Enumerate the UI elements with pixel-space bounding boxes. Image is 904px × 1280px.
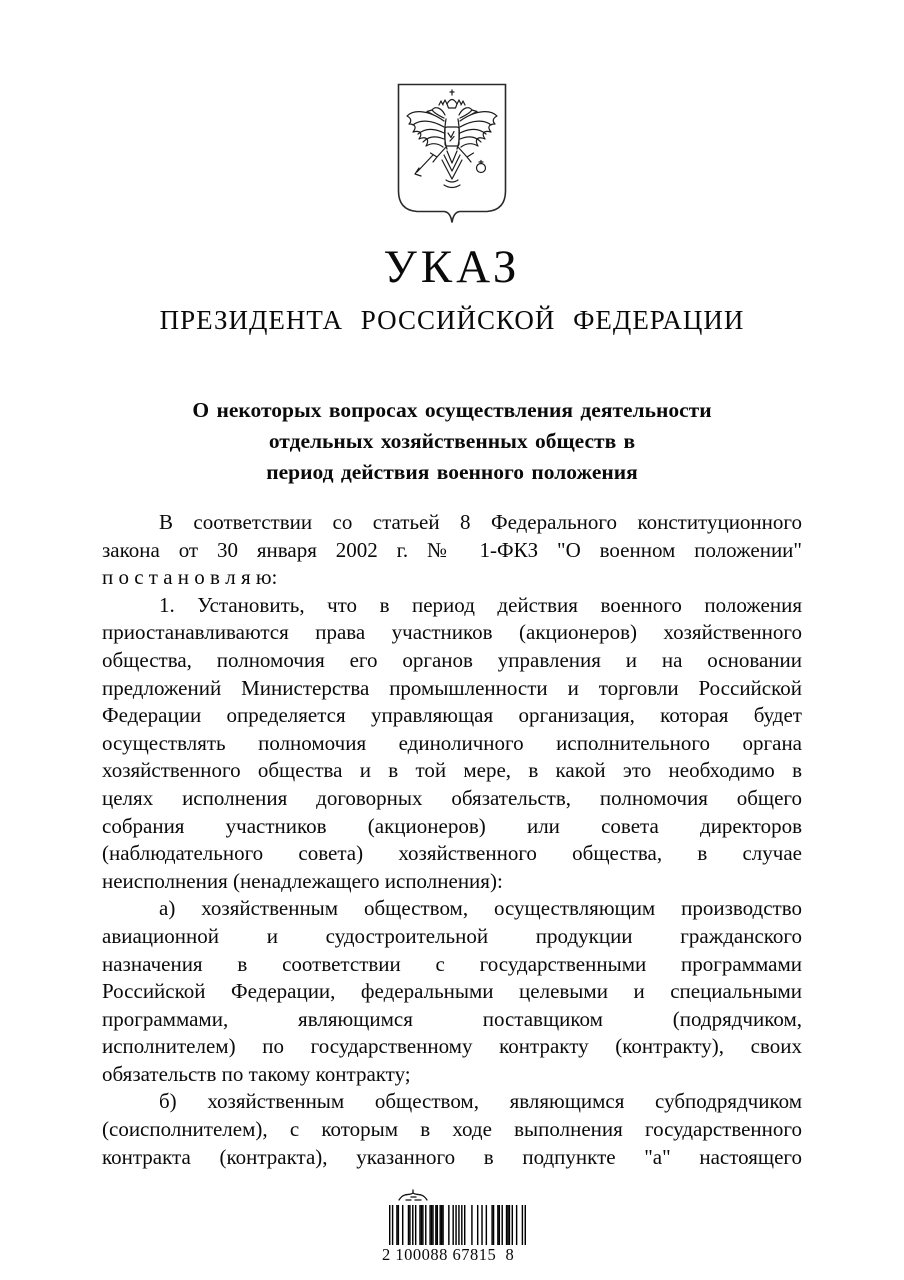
document-line: хозяйственного общества и в той мере, в какой это необходимо в xyxy=(102,758,802,783)
document-line: закона от 30 января 2002 г. № 1-ФКЗ "О военном положении" xyxy=(102,537,802,562)
document-line: а) хозяйственным обществом, осуществляющим производство xyxy=(159,896,802,921)
subject-line: отдельных хозяйственных обществ в xyxy=(268,429,636,453)
decree-subtitle: ПРЕЗИДЕНТА РОССИЙСКОЙ ФЕДЕРАЦИИ xyxy=(159,305,745,335)
document-line: программами, являющимся поставщиком (подрядчиком, xyxy=(102,1006,802,1031)
document-line: обязательств по такому контракту; xyxy=(102,1061,411,1086)
barcode xyxy=(389,1205,526,1245)
document-line: б) хозяйственным обществом, являющимся субподрядчиком xyxy=(159,1089,802,1114)
subject-line: период действия военного положения xyxy=(266,460,638,484)
document-line: Российской Федерации, федеральными целевыми и специальными xyxy=(102,979,802,1004)
document-line: (наблюдательного совета) хозяйственного общества, в случае xyxy=(102,841,802,866)
document-line: В соответствии со статьей 8 Федерального конституционного xyxy=(159,510,802,534)
decree-subject-heading xyxy=(0,395,904,488)
document-line: осуществлять полномочия единоличного исполнительного органа xyxy=(102,730,802,755)
document-line: 1. Установить, что в период действия военного положения xyxy=(159,592,802,617)
document-line: назначения в соответствии с государственными программами xyxy=(102,951,802,976)
decree-title: УКАЗ xyxy=(383,241,521,293)
document-line: п о с т а н о в л я ю: xyxy=(102,565,278,590)
double-headed-eagle-icon xyxy=(397,83,507,231)
document-line: авиационной и судостроительной продукции гражданского xyxy=(102,923,802,948)
mini-eagle-icon xyxy=(396,1188,430,1204)
document-line: приостанавливаются права участников (акционеров) хозяйственного xyxy=(102,620,802,645)
document-line: собрания участников (акционеров) или совета директоров xyxy=(102,813,802,838)
document-line: неисполнения (ненадлежащего исполнения): xyxy=(102,868,503,893)
barcode-number: 2 100088 67815 8 xyxy=(382,1245,515,1264)
document-line: общества, полномочия его органов управления и на основании xyxy=(102,647,802,672)
subject-line: О некоторых вопросах осуществления деятельности xyxy=(192,398,712,422)
document-line: контракта (контракта), указанного в подпункте "а" настоящего xyxy=(102,1144,802,1169)
document-line: предложений Министерства промышленности и торговли Российской xyxy=(102,675,802,700)
coat-of-arms-emblem xyxy=(397,83,507,231)
document-line: исполнителем) по государственному контракту (контракту), своих xyxy=(102,1034,802,1059)
document-line: (соисполнителем), с которым в ходе выполнения государственного xyxy=(102,1117,802,1142)
document-line: Федерации определяется управляющая организация, которая будет xyxy=(102,703,802,728)
document-line: целях исполнения договорных обязательств, полномочия общего xyxy=(102,785,802,810)
barcode-block xyxy=(382,1188,532,1265)
decree-body xyxy=(102,509,802,1171)
